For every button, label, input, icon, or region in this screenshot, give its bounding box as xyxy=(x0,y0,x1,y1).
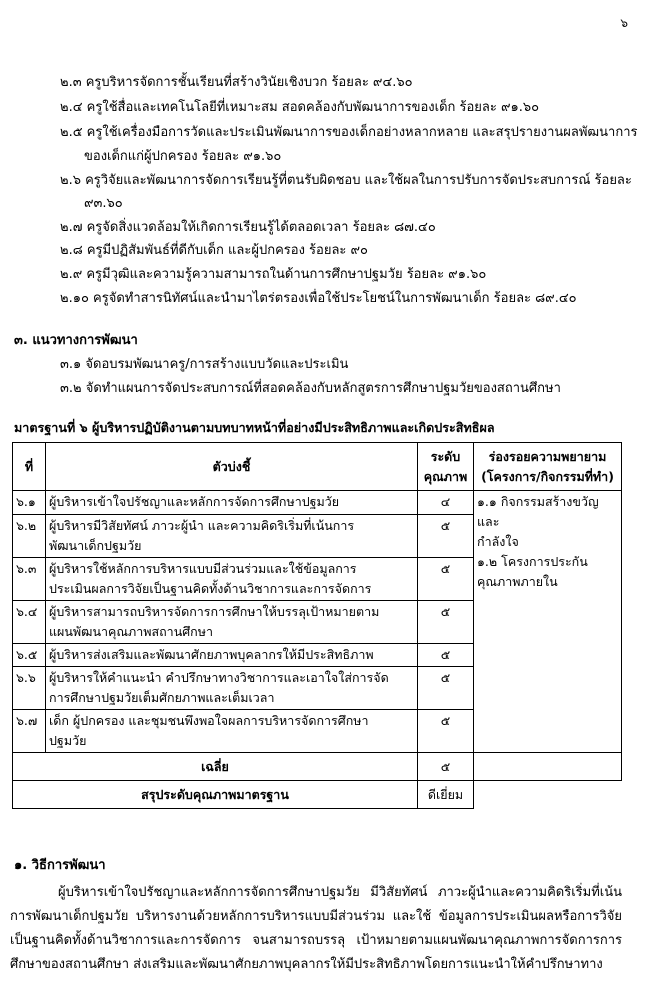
row-indicator-line: ปฐมวัย xyxy=(49,733,87,748)
row-no: ๖.๖ xyxy=(13,667,46,710)
header-level-line2: คุณภาพ xyxy=(423,468,468,484)
item-2-5: ๒.๕ ครูใช้เครื่องมือการวัดและประเมินพัฒนาการของเด็กอย่างหลากหลาย และสรุปรายงานผลพัฒนาการ xyxy=(60,125,638,140)
standard-6-table xyxy=(12,442,622,809)
header-level-line1: ระดับ xyxy=(430,448,461,464)
trace-line: คุณภาพภายใน xyxy=(477,574,558,589)
row-indicator-line: ผู้บริหารส่งเสริมและพัฒนาศักยภาพบุคลากรให้มีประสิทธิภาพ xyxy=(49,647,374,662)
item-2-3: ๒.๓ ครูบริหารจัดการชั้นเรียนที่สร้างวินัยเชิงบวก ร้อยละ ๙๔.๖๐ xyxy=(60,75,413,90)
row-level: ๕ xyxy=(418,601,474,644)
section-3-heading: ๓. แนวทางการพัฒนา xyxy=(14,333,138,348)
row-indicator xyxy=(46,601,418,644)
row-indicator xyxy=(46,558,418,601)
header-no: ที่ xyxy=(13,443,46,491)
row-indicator-line: แผนพัฒนาคุณภาพสถานศึกษา xyxy=(49,624,214,639)
header-indicator: ตัวบ่งชี้ xyxy=(46,443,418,491)
item-2-7: ๒.๗ ครูจัดสิ่งแวดล้อมให้เกิดการเรียนรู้ได้ตลอดเวลา ร้อยละ ๘๗.๔๐ xyxy=(60,220,436,235)
row-level: ๕ xyxy=(418,644,474,667)
dev-method-paragraph xyxy=(10,881,622,977)
row-indicator-line: ผู้บริหารให้คำแนะนำ คำปรึกษาทางวิชาการและเอาใจใส่การจัด xyxy=(49,670,389,685)
table-header-row xyxy=(13,443,622,491)
trace-line: ๑.๑ กิจกรรมสร้างขวัญและ xyxy=(477,494,599,529)
item-2-10: ๒.๑๐ ครูจัดทำสารนิทัศน์และนำมาไตร่ตรองเพื่อใช้ประโยชน์ในการพัฒนาเด็ก ร้อยละ ๘๙.๔๐ xyxy=(60,291,577,306)
header-trace xyxy=(474,443,622,491)
row-indicator-line: ผู้บริหารเข้าใจปรัชญาและหลักการจัดการศึกษาปฐมวัย xyxy=(49,494,340,509)
item-2-5-cont: ของเด็กแก่ผู้ปกครอง ร้อยละ ๙๑.๖๐ xyxy=(84,149,282,164)
dev-method-heading: ๑. วิธีการพัฒนา xyxy=(14,858,106,873)
page-number: ๖ xyxy=(620,16,628,30)
average-trace-empty xyxy=(474,753,622,781)
row-indicator-line: เด็ก ผู้ปกครอง และชุมชนพึงพอใจผลการบริหารจัดการศึกษา xyxy=(49,713,369,728)
row-no: ๖.๔ xyxy=(13,601,46,644)
standard-6-heading: มาตรฐานที่ ๖ ผู้บริหารปฏิบัติงานตามบทบาทหน้าที่อย่างมีประสิทธิภาพและเกิดประสิทธิผล xyxy=(14,420,495,435)
summary-trace-empty xyxy=(474,781,622,809)
item-2-9: ๒.๙ ครูมีวุฒิและความรู้ความสามารถในด้านการศึกษาปฐมวัย ร้อยละ ๙๑.๖๐ xyxy=(60,267,487,282)
item-2-6-cont: ๙๓.๖๐ xyxy=(84,196,123,211)
row-indicator xyxy=(46,491,418,515)
row-no: ๖.๑ xyxy=(13,491,46,515)
summary-label: สรุประดับคุณภาพมาตรฐาน xyxy=(13,781,418,809)
row-indicator-line: การศึกษาปฐมวัยเต็มศักยภาพและเต็มเวลา xyxy=(49,690,275,705)
average-row xyxy=(13,753,622,781)
row-indicator-line: ประเมินผลการวิจัยเป็นฐานคิดทั้งด้านวิชาการและการจัดการ xyxy=(49,581,372,596)
row-level: ๕ xyxy=(418,667,474,710)
average-label: เฉลี่ย xyxy=(13,753,418,781)
row-indicator-line: พัฒนาเด็กปฐมวัย xyxy=(49,538,142,553)
summary-value: ดีเยี่ยม xyxy=(418,781,474,809)
item-2-6: ๒.๖ ครูวิจัยและพัฒนาการจัดการเรียนรู้ที่ตนรับผิดชอบ และใช้ผลในการปรับการจัดประสบการณ์ ร้อยละ xyxy=(60,173,632,188)
table-row xyxy=(13,491,622,515)
header-level xyxy=(418,443,474,491)
row-indicator-line: ผู้บริหารมีวิสัยทัศน์ ภาวะผู้นำ และความคิดริเริ่มที่เน้นการ xyxy=(49,518,355,533)
row-indicator xyxy=(46,644,418,667)
row-no: ๖.๗ xyxy=(13,710,46,753)
trace-line: ๑.๒ โครงการประกัน xyxy=(477,554,588,569)
row-level: ๔ xyxy=(418,491,474,515)
item-2-4: ๒.๔ ครูใช้สื่อและเทคโนโลยีที่เหมาะสม สอดคล้องกับพัฒนาการของเด็ก ร้อยละ ๙๑.๖๐ xyxy=(60,100,540,115)
item-2-8: ๒.๘ ครูมีปฏิสัมพันธ์ที่ดีกับเด็ก และผู้ปกครอง ร้อยละ ๙๐ xyxy=(60,243,368,258)
row-level: ๕ xyxy=(418,515,474,558)
row-indicator-line: ผู้บริหารใช้หลักการบริหารแบบมีส่วนร่วมและใช้ข้อมูลการ xyxy=(49,561,357,576)
header-trace-line2: (โครงการ/กิจกรรมที่ทำ) xyxy=(481,468,614,484)
row-indicator xyxy=(46,667,418,710)
row-level: ๕ xyxy=(418,710,474,753)
trace-line: กำลังใจ xyxy=(477,534,519,549)
average-value: ๕ xyxy=(418,753,474,781)
summary-row xyxy=(13,781,622,809)
trace-cell xyxy=(474,491,622,753)
row-indicator xyxy=(46,710,418,753)
row-indicator-line: ผู้บริหารสามารถบริหารจัดการการศึกษาให้บรรลุเป้าหมายตาม xyxy=(49,604,380,619)
row-no: ๖.๒ xyxy=(13,515,46,558)
row-level: ๕ xyxy=(418,558,474,601)
row-no: ๖.๕ xyxy=(13,644,46,667)
item-3-2: ๓.๒ จัดทำแผนการจัดประสบการณ์ที่สอดคล้องกับหลักสูตรการศึกษาปฐมวัยของสถานศึกษา xyxy=(60,381,561,396)
row-indicator xyxy=(46,515,418,558)
item-3-1: ๓.๑ จัดอบรมพัฒนาครู/การสร้างแบบวัดและประเมิน xyxy=(60,357,349,372)
row-no: ๖.๓ xyxy=(13,558,46,601)
header-trace-line1: ร่องรอยความพยายาม xyxy=(488,448,607,464)
dev-method-text: ผู้บริหารเข้าใจปรัชญาและหลักการจัดการศึกษาปฐมวัย มีวิสัยทัศน์ ภาวะผู้นำและความคิดริเริ่มที่เน้นการพัฒนาเด็กปฐมวัย บริหารงานด้วยหลักการบริหารแบบมีส่วนร่วม และใช้ ข้อมูลการประเมินผลหรือการวิจัยเป็นฐานคิดทั้งด้านวิชาการและการจัดการ จนสามารถบรรลุ เป้าหมายตามแผนพัฒนาคุณภาพการจัดการการศึกษาของสถานศึกษา ส่งเสริมและพัฒนาศักยภาพบุคลากรให้มีประสิทธิภาพโดยการแนะนำให้คำปรึกษาทาง xyxy=(10,885,622,972)
